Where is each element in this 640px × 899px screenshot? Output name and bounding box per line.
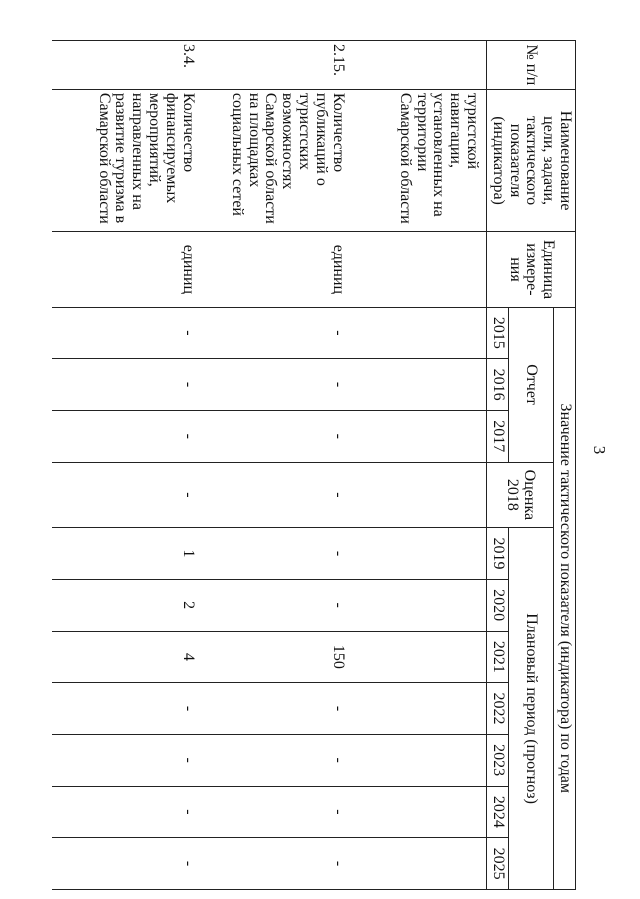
row-value: - (202, 786, 352, 838)
header-group-title: Значение тактического показателя (индикатора) по годам (554, 307, 576, 889)
row-value: - (52, 734, 202, 786)
header-year: 2023 (487, 734, 509, 786)
row-value: - (52, 462, 202, 528)
row-no (352, 41, 487, 90)
row-unit: единиц (52, 232, 202, 307)
row-value: 150 (202, 631, 352, 683)
header-year: 2017 (487, 410, 509, 462)
table-row (52, 41, 202, 890)
row-value: - (52, 359, 202, 411)
header-name: Наименование цели, задачи, тактического показателя (индикатора) (487, 89, 576, 231)
row-no: 3.4. (52, 41, 202, 90)
row-value (352, 462, 487, 528)
header-year: 2015 (487, 307, 509, 359)
row-value: - (52, 410, 202, 462)
header-plan: Плановый период (прогноз) (508, 528, 553, 890)
row-value: - (202, 579, 352, 631)
header-year: 2022 (487, 683, 509, 735)
row-value: 1 (52, 528, 202, 580)
row-value: - (202, 462, 352, 528)
row-value: - (202, 410, 352, 462)
row-value: - (202, 683, 352, 735)
page-number: 3 (590, 445, 609, 455)
row-value (352, 359, 487, 411)
rotated-table-block (66, 40, 576, 890)
row-value (352, 528, 487, 580)
header-year: 2024 (487, 786, 509, 838)
table-row (352, 41, 487, 890)
row-value (352, 786, 487, 838)
indicator-table (52, 40, 576, 890)
header-year: 2021 (487, 631, 509, 683)
row-name: Количество финансируемых мероприятий, направленных на развитие туризма в Самарской области (52, 89, 202, 231)
header-year: 2016 (487, 359, 509, 411)
row-value: - (52, 838, 202, 890)
row-value: - (202, 838, 352, 890)
row-value: 2 (52, 579, 202, 631)
row-no: 2.15. (202, 41, 352, 90)
row-value (352, 734, 487, 786)
row-unit (352, 232, 487, 307)
row-value: - (202, 359, 352, 411)
row-unit: единиц (202, 232, 352, 307)
table-row (202, 41, 352, 890)
row-name: туристской навигации, установленных на территории Самарской области (352, 89, 487, 231)
header-unit: Единица измере-ния (487, 232, 576, 307)
row-value (352, 410, 487, 462)
row-value (352, 838, 487, 890)
row-value (352, 579, 487, 631)
row-value: - (202, 734, 352, 786)
row-value (352, 683, 487, 735)
row-value: - (202, 307, 352, 359)
header-year: 2025 (487, 838, 509, 890)
header-estimate: Оценка 2018 (487, 462, 554, 528)
row-value: 4 (52, 631, 202, 683)
header-year: 2020 (487, 579, 509, 631)
row-value: - (52, 786, 202, 838)
header-no: № п/п (487, 41, 576, 90)
row-value: - (52, 307, 202, 359)
row-value (352, 307, 487, 359)
row-value (352, 631, 487, 683)
header-report: Отчет (508, 307, 553, 462)
row-value: - (202, 528, 352, 580)
header-year: 2019 (487, 528, 509, 580)
row-value: - (52, 683, 202, 735)
row-name: Количество публикаций о туристских возможностях Самарской области на площадках социальных сетей (202, 89, 352, 231)
